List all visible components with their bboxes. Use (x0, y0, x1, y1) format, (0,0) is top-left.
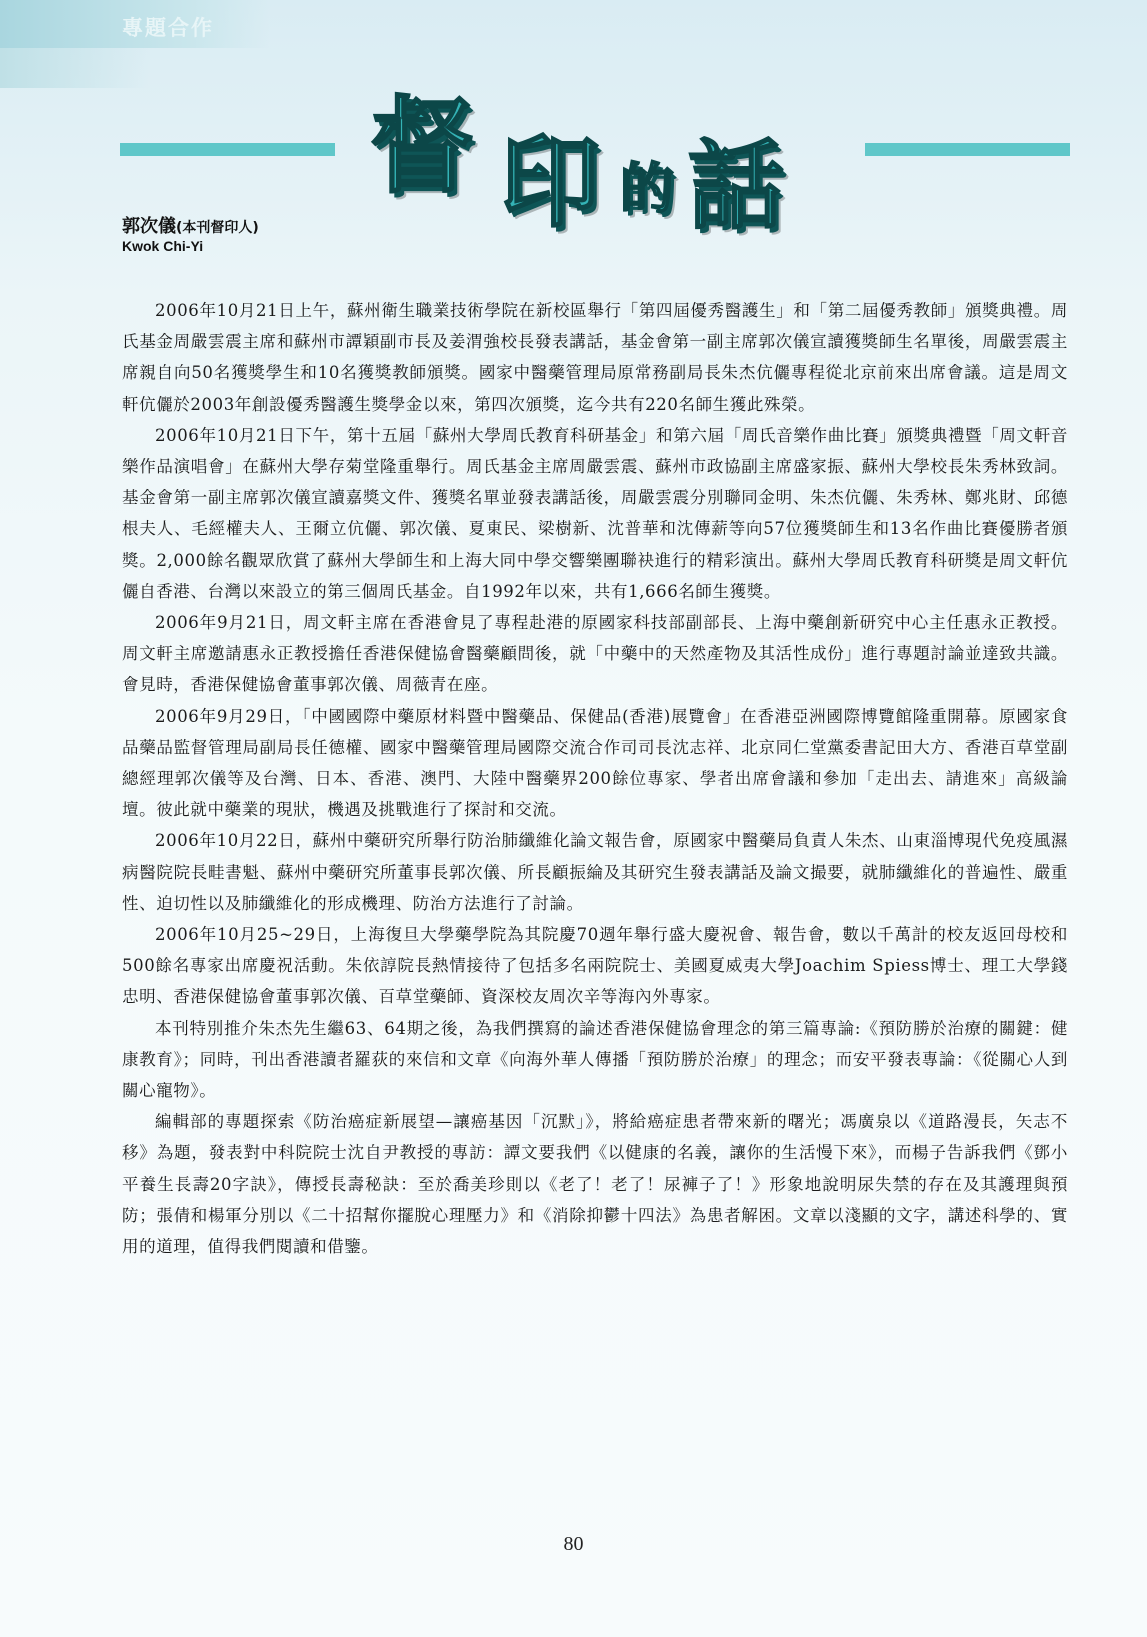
author-role: (本刊督印人) (176, 220, 259, 236)
title-char-1: 督 (370, 85, 475, 207)
section-tab-label: 專題合作 (122, 16, 214, 40)
author-name-english: Kwok Chi-Yi (122, 238, 204, 254)
title-bar-right (865, 143, 1070, 156)
title-bar-left (120, 143, 335, 156)
title-char-2: 印 (500, 124, 600, 241)
section-tab (0, 0, 270, 48)
paragraph: 2006年10月21日上午，蘇州衛生職業技術學院在新校區舉行「第四屆優秀醫護生」和「第二屆優秀教師」頒獎典禮。周氏基金周嚴雲震主席和蘇州市譚穎副市長及姜渭強校長發表講話，基金會第一副主席郭次儀宣讀獲獎師生名單後，周嚴雲震主席親自向50名獲獎學生和10名獲獎教師頒獎。國家中醫藥管理局原常務副局長朱杰伉儷專程從北京前來出席會議。這是周文軒伉儷於2003年創設優秀醫護生獎學金以來，第四次頒獎，迄今共有220名師生獲此殊榮。 (122, 301, 1068, 414)
title-char-3: 的 (620, 157, 674, 220)
paragraph: 2006年10月21日下午，第十五屆「蘇州大學周氏教育科研基金」和第六屆「周氏音樂作曲比賽」頒獎典禮暨「周文軒音樂作品演唱會」在蘇州大學存菊堂隆重舉行。周氏基金主席周嚴雲震、蘇州市政協副主席盛家振、蘇州大學校長朱秀林致詞。基金會第一副主席郭次儀宣讀嘉獎文件、獲獎名單並發表講話後，周嚴雲震分別聯同金明、朱杰伉儷、朱秀林、鄭兆財、邱德根夫人、毛經權夫人、王爾立伉儷、郭次儀、夏東民、梁樹新、沈普華和沈傳薪等向57位獲獎師生和13名作曲比賽優勝者頒獎。2,000餘名觀眾欣賞了蘇州大學師生和上海大同中學交響樂團聯袂進行的精彩演出。蘇州大學周氏教育科研獎是周文軒伉儷自香港、台灣以來設立的第三個周氏基金。自1992年以來，共有1,666名師生獲獎。 (122, 425, 1068, 601)
paragraph: 2006年10月22日，蘇州中藥研究所舉行防治肺纖維化論文報告會，原國家中醫藥局負責人朱杰、山東淄博現代免疫風濕病醫院院長畦書魁、蘇州中藥研究所董事長郭次儀、所長顧振綸及其研究生發表講話及論文撮要，就肺纖維化的普遍性、嚴重性、迫切性以及肺纖維化的形成機理、防治方法進行了討論。 (122, 831, 1068, 913)
paragraph: 2006年9月29日，「中國國際中藥原材料暨中醫藥品、保健品(香港)展覽會」在香港亞洲國際博覽館隆重開幕。原國家食品藥品監督管理局副局長任德權、國家中醫藥管理局國際交流合作司司長沈志祥、北京同仁堂黨委書記田大方、香港百草堂副總經理郭次儀等及台灣、日本、香港、澳門、大陸中醫藥界200餘位專家、學者出席會議和參加「走出去、請進來」高級論壇。彼此就中藥業的現狀，機遇及挑戰進行了探討和交流。 (122, 706, 1068, 820)
page-title (370, 62, 830, 242)
corner-decoration (0, 48, 150, 88)
paragraph: 2006年9月21日，周文軒主席在香港會見了專程赴港的原國家科技部副部長、上海中藥創新研究中心主任惠永正教授。周文軒主席邀請惠永正教授擔任香港保健協會醫藥顧問後，就「中藥中的天然產物及其活性成份」進行專題討論並達致共識。會見時，香港保健協會董事郭次儀、周薇青在座。 (122, 613, 1068, 695)
article-body (122, 295, 1068, 1262)
paragraph: 本刊特別推介朱杰先生繼63、64期之後，為我們撰寫的論述香港保健協會理念的第三篇專論:《預防勝於治療的關鍵：健康教育》；同時，刊出香港讀者羅荻的來信和文章《向海外華人傳播「預防勝於治療」的理念；而安平發表專論：《從關心人到關心寵物》。 (122, 1018, 1068, 1101)
page-number: 80 (563, 1533, 584, 1555)
title-char-4: 話 (688, 130, 784, 242)
paragraph: 編輯部的專題探索《防治癌症新展望—讓癌基因「沉默」》，將給癌症患者帶來新的曙光；馮廣泉以《道路漫長，矢志不移》為題，發表對中科院院士沈自尹教授的專訪：譚文要我們《以健康的名義，讓你的生活慢下來》，而楊子告訴我們《鄧小平養生長壽20字訣》，傳授長壽秘訣：至於喬美珍則以《老了！老了！尿褲子了！》形象地說明尿失禁的存在及其護理與預防；張倩和楊軍分別以《二十招幫你擺脫心理壓力》和《消除抑鬱十四法》為患者解困。文章以淺顯的文字，講述科學的、實用的道理，值得我們閱讀和借鑒。 (122, 1112, 1068, 1257)
author-line (122, 212, 259, 238)
author-name: 郭次儀 (122, 216, 176, 237)
paragraph: 2006年10月25~29日，上海復旦大學藥學院為其院慶70週年舉行盛大慶祝會、報告會，數以千萬計的校友返回母校和500餘名專家出席慶祝活動。朱依諄院長熱情接待了包括多名兩院院士、美國夏威夷大學Joachim Spiess博士、理工大學錢忠明、香港保健協會董事郭次儀、百草堂藥師、資深校友周次辛等海內外專家。 (122, 925, 1068, 1007)
